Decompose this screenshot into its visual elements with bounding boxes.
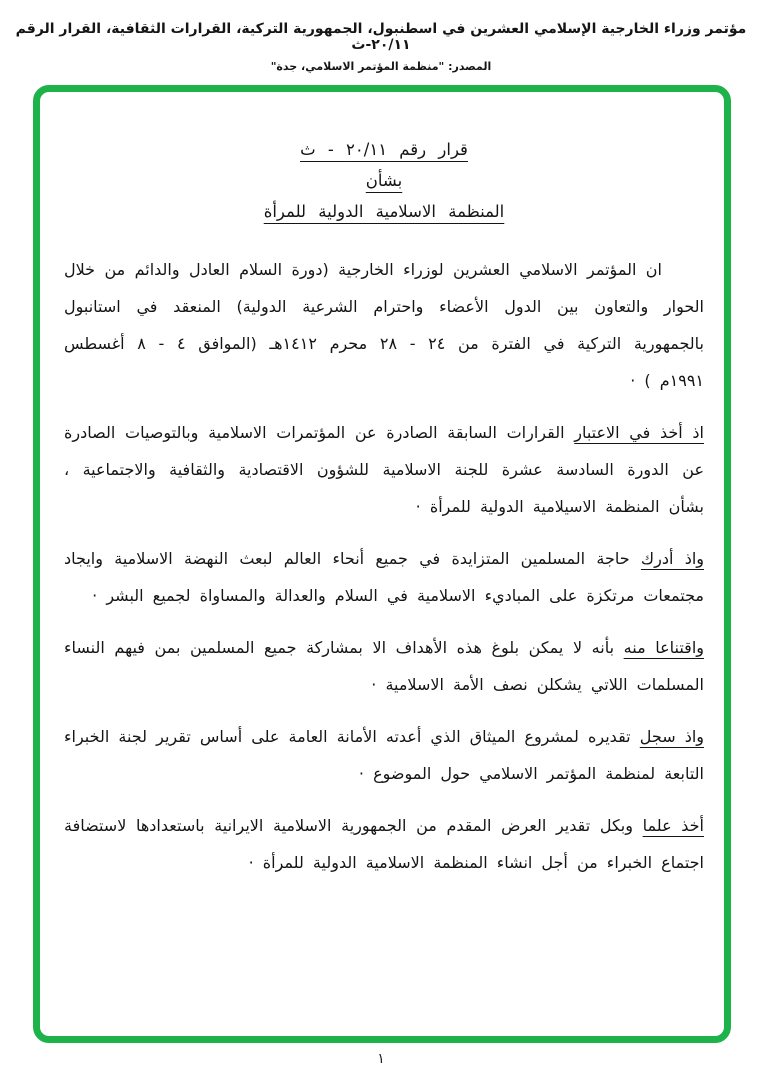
paragraph-text: حاجة المسلمين المتزايدة في جميع أنحاء العالم لبعث النهضة الاسلامية وايجاد مجتمعات مرتكزة على المباديء الاسلامية في السلام والعدالة والمساواة لجميع البشر · bbox=[64, 549, 704, 605]
paragraph-lead: واذ أدرك bbox=[640, 549, 705, 568]
page-number: ١ bbox=[377, 1051, 385, 1067]
resolution-regarding-title: بشأن bbox=[365, 171, 403, 190]
paragraph-lead: اذ أخذ في الاعتبار bbox=[574, 423, 705, 442]
paragraph-text: ان المؤتمر الاسلامي العشرين لوزراء الخارجية (دورة السلام العادل والدائم من خلال الحوار والتعاون بين الدول الأعضاء واحترام الشرعية الدولية) المنعقد في استانبول بالجمهورية التركية في الفترة من ٢٤ - ٢٨ محرم ١٤١٢هـ (الموافق ٤ - ٨ أغسطس ١٩٩١م ) · bbox=[64, 260, 704, 390]
header-title-line: مؤتمر وزراء الخارجية الإسلامي العشرين في اسطنبول، الجمهورية التركية، القرارات الثقافية، القرار الرقم ٢٠/١١-ث bbox=[15, 21, 747, 53]
header-source-line: المصدر: "منظمة المؤتمر الاسلامي، جدة" bbox=[270, 60, 492, 73]
paragraph-convinced bbox=[64, 629, 704, 703]
resolution-number-title: قرار رقم ٢٠/١١ - ث bbox=[300, 140, 468, 159]
green-border-frame bbox=[33, 85, 731, 1043]
paragraph-recognizing bbox=[64, 540, 704, 614]
resolution-subject-title: المنظمة الاسلامية الدولية للمرأة bbox=[263, 202, 505, 221]
resolution-title-block bbox=[64, 140, 704, 221]
paragraph-text: تقديره لمشروع الميثاق الذي أعدته الأمانة العامة على أساس تقرير لجنة الخبراء التابعة لمنظمة المؤتمر الاسلامي حول الموضوع · bbox=[64, 727, 704, 783]
paragraph-preamble bbox=[64, 251, 704, 399]
paragraph-lead: أخذ علما bbox=[642, 816, 704, 835]
paragraph-text: بأنه لا يمكن بلوغ هذه الأهداف الا بمشاركة جميع المسلمين بمن فيهم النساء المسلمات اللاتي يشكلن نصف الأمة الاسلامية · bbox=[64, 638, 704, 694]
paragraph-text: وبكل تقدير العرض المقدم من الجمهورية الاسلامية الايرانية باستعدادها لاستضافة اجتماع الخبراء من أجل انشاء المنظمة الاسلامية الدولية للمرأة · bbox=[64, 816, 704, 872]
document-header bbox=[0, 21, 762, 73]
paragraph-lead: واذ سجل bbox=[639, 727, 705, 746]
paragraph-lead: واقتناعا منه bbox=[623, 638, 705, 657]
paragraph-taking-note bbox=[64, 807, 704, 881]
paragraph-considering bbox=[64, 414, 704, 525]
paragraph-text: القرارات السابقة الصادرة عن المؤتمرات الاسلامية وبالتوصيات الصادرة عن الدورة السادسة عشرة للجنة الاسلامية للشؤون الاقتصادية والثقافية والاجتماعية ، بشأن المنظمة الاسيلامية الدولية للمرأة · bbox=[64, 423, 704, 516]
paragraph-appreciation bbox=[64, 718, 704, 792]
